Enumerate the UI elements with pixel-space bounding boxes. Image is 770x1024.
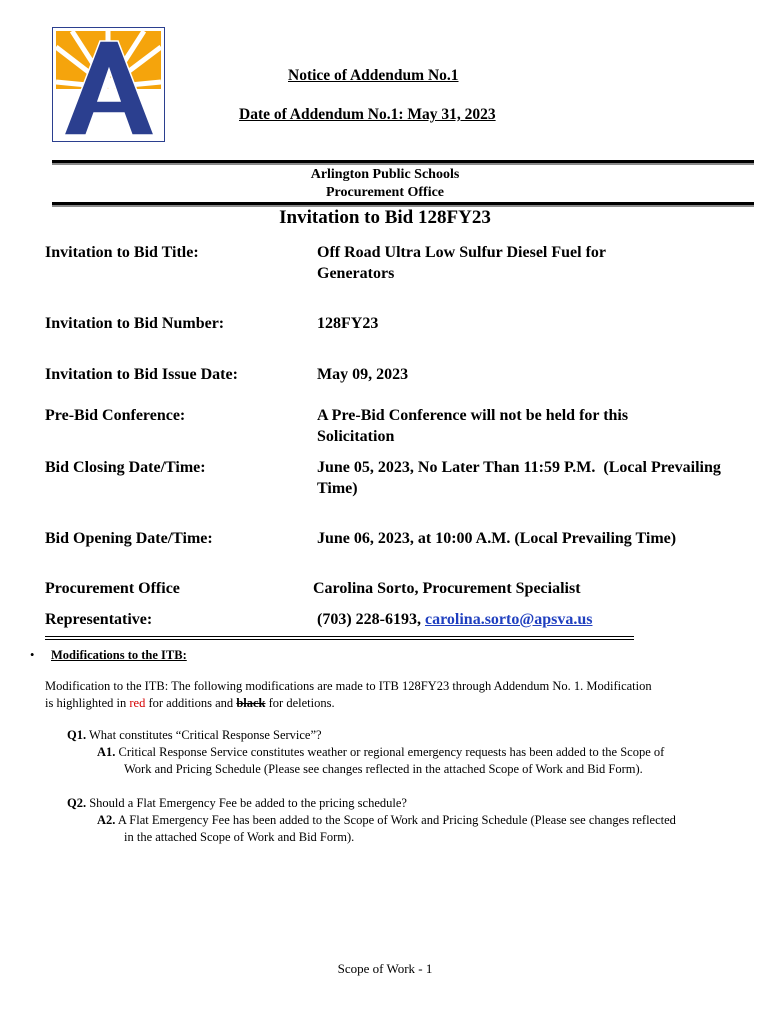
field-value-opening: June 06, 2023, at 10:00 A.M. (Local Prevailing Time) bbox=[317, 530, 677, 547]
intro-line: Modification to the ITB: The following modifications are made to ITB 128FY23 through Addendum No. 1. Modification bbox=[45, 679, 652, 693]
field-value-prebid bbox=[317, 405, 762, 447]
a1-label: A1. bbox=[97, 745, 116, 759]
office-name: Procurement Office bbox=[325, 185, 445, 200]
field-label-rep-1: Procurement Office bbox=[45, 580, 180, 597]
page-footer: Scope of Work - 1 bbox=[337, 961, 433, 976]
rep-email-link[interactable]: carolina.sorto@apsva.us bbox=[424, 611, 593, 628]
field-value-issue-date: May 09, 2023 bbox=[317, 366, 409, 383]
answer-1-cont: Work and Pricing Schedule (Please see changes reflected in the attached Scope of Work and Bid Form). bbox=[124, 762, 643, 776]
intro-line bbox=[45, 695, 745, 712]
field-value-line: Off Road Ultra Low Sulfur Diesel Fuel for bbox=[317, 244, 607, 261]
intro-text: for deletions. bbox=[265, 696, 335, 710]
question-1 bbox=[67, 727, 322, 744]
field-value-line: Generators bbox=[317, 265, 395, 282]
field-label-rep-2: Representative: bbox=[45, 611, 153, 628]
school-logo-icon bbox=[52, 27, 165, 142]
org-name: Arlington Public Schools bbox=[310, 167, 460, 182]
field-value-closing bbox=[317, 457, 762, 499]
divider bbox=[45, 636, 634, 637]
q1-text: What constitutes “Critical Response Service”? bbox=[86, 728, 322, 742]
question-2 bbox=[67, 795, 407, 812]
field-value-line: June 05, 2023, No Later Than 11:59 P.M. (Local Prevailing bbox=[317, 459, 721, 476]
field-value-line: Time) bbox=[317, 480, 358, 497]
field-label-issue-date: Invitation to Bid Issue Date: bbox=[45, 366, 238, 383]
answer-2-cont: in the attached Scope of Work and Bid Form). bbox=[124, 830, 355, 844]
a1-text: Critical Response Service constitutes weather or regional emergency requests has been added to the Scope of bbox=[115, 745, 665, 759]
notice-title: Notice of Addendum No.1 bbox=[288, 67, 459, 84]
field-value-rep-contact bbox=[317, 609, 762, 630]
field-label-title: Invitation to Bid Title: bbox=[45, 244, 199, 261]
a2-text: A Flat Emergency Fee has been added to the Scope of Work and Pricing Schedule (Please see changes reflected bbox=[115, 813, 676, 827]
field-value-title bbox=[317, 242, 762, 284]
divider bbox=[45, 639, 634, 640]
a2-label: A2. bbox=[97, 813, 116, 827]
field-value-rep-name: Carolina Sorto, Procurement Specialist bbox=[313, 580, 581, 597]
q1-label: Q1. bbox=[67, 728, 87, 742]
field-label-prebid: Pre-Bid Conference: bbox=[45, 407, 186, 424]
field-value-line: Solicitation bbox=[317, 428, 395, 445]
q2-text: Should a Flat Emergency Fee be added to the pricing schedule? bbox=[86, 796, 407, 810]
modifications-intro bbox=[45, 678, 745, 712]
intro-text: is highlighted in bbox=[45, 696, 130, 710]
page-title: Invitation to Bid 128FY23 bbox=[279, 207, 491, 228]
field-label-number: Invitation to Bid Number: bbox=[45, 315, 225, 332]
field-value-number: 128FY23 bbox=[317, 315, 379, 332]
bullet: • bbox=[30, 648, 35, 662]
strike-marker: black bbox=[236, 696, 266, 710]
red-marker: red bbox=[129, 696, 146, 710]
rep-phone: (703) 228-6193, bbox=[317, 611, 425, 628]
field-label-closing: Bid Closing Date/Time: bbox=[45, 459, 206, 476]
modifications-heading: Modifications to the ITB: bbox=[51, 648, 187, 662]
q2-label: Q2. bbox=[67, 796, 87, 810]
divider bbox=[52, 163, 754, 165]
intro-text: for additions and bbox=[145, 696, 237, 710]
answer-2 bbox=[97, 812, 676, 829]
addendum-date: Date of Addendum No.1: May 31, 2023 bbox=[239, 106, 496, 123]
field-value-line: A Pre-Bid Conference will not be held for this bbox=[317, 407, 629, 424]
field-label-opening: Bid Opening Date/Time: bbox=[45, 530, 213, 547]
answer-1 bbox=[97, 744, 664, 761]
